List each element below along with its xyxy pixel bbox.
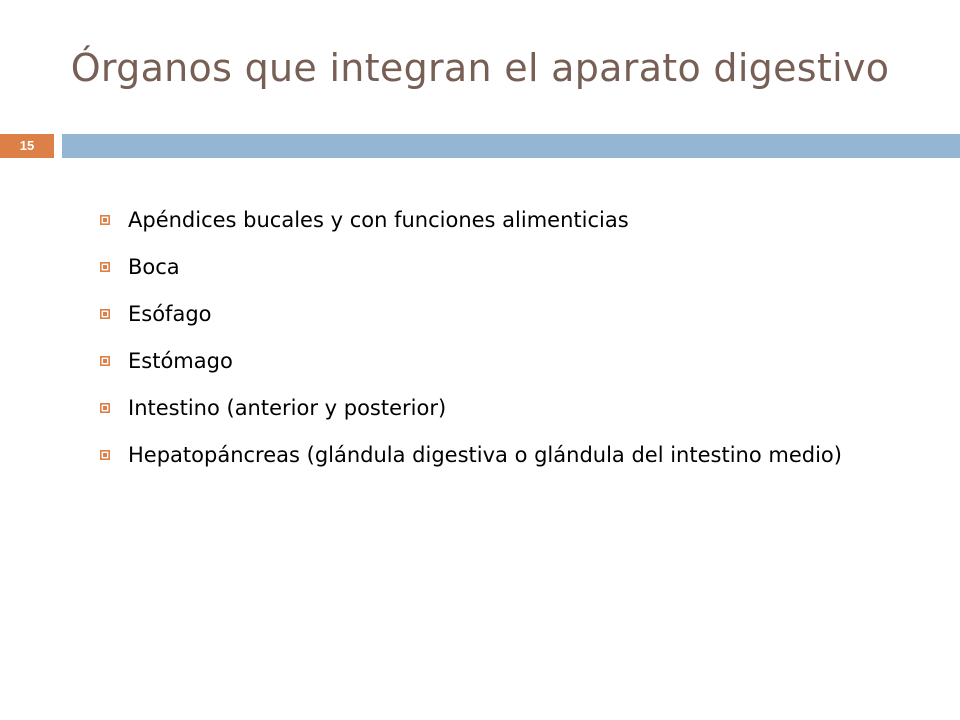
page-number-badge bbox=[0, 134, 54, 158]
square-bullet-icon bbox=[100, 309, 110, 319]
bullet-text: Apéndices bucales y con funciones alimenticias bbox=[128, 208, 629, 232]
bullet-item bbox=[98, 206, 918, 234]
bullet-item bbox=[98, 441, 918, 469]
square-bullet-icon bbox=[100, 450, 110, 460]
bullet-text: Esófago bbox=[128, 302, 212, 326]
accent-bar bbox=[62, 134, 960, 158]
bullet-item bbox=[98, 253, 918, 281]
square-bullet-icon bbox=[100, 215, 110, 225]
bullet-item bbox=[98, 300, 918, 328]
slide-title: Órganos que integran el aparato digestivo bbox=[70, 46, 890, 90]
square-bullet-icon bbox=[100, 356, 110, 366]
bullet-text: Hepatopáncreas (glándula digestiva o glándula del intestino medio) bbox=[128, 443, 842, 467]
page-number: 15 bbox=[19, 138, 35, 153]
bullet-text: Estómago bbox=[128, 349, 233, 373]
bullet-text: Boca bbox=[128, 255, 180, 279]
square-bullet-icon bbox=[100, 262, 110, 272]
square-bullet-icon bbox=[100, 403, 110, 413]
bullet-list bbox=[98, 206, 918, 488]
bullet-item bbox=[98, 347, 918, 375]
bullet-item bbox=[98, 394, 918, 422]
bullet-text: Intestino (anterior y posterior) bbox=[128, 396, 447, 420]
